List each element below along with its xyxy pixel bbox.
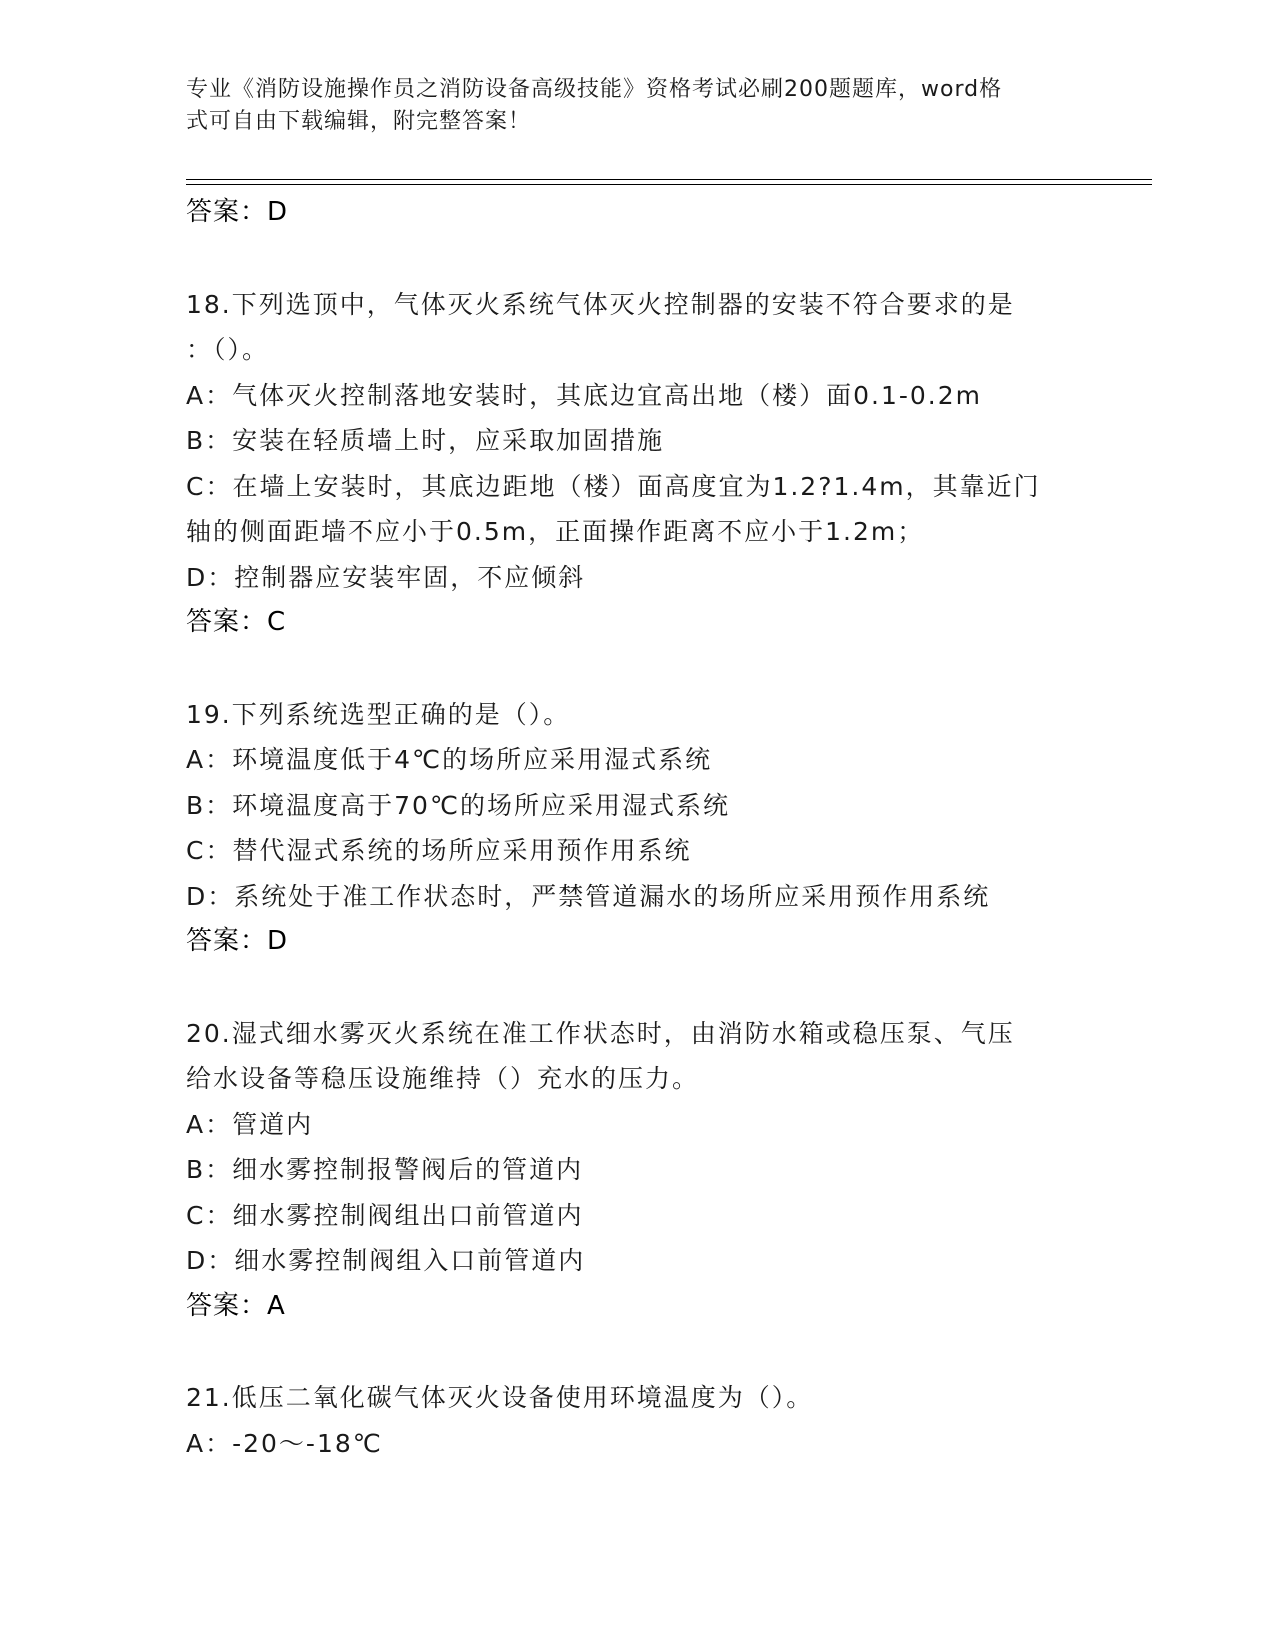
- answer-17: 答案：D: [186, 197, 289, 227]
- option-a: A：气体灭火控制落地安装时，其底边宜高出地（楼）面0.1-0.2m: [186, 380, 982, 410]
- option-d: D：控制器应安装牢固，不应倾斜: [186, 562, 586, 592]
- question-stem: 19.下列系统选型正确的是（）。: [186, 699, 571, 729]
- question-stem: 给水设备等稳压设施维持（）充水的压力。: [186, 1064, 700, 1093]
- option-a: A：-20～-18℃: [186, 1428, 383, 1458]
- question-stem: ：（）。: [186, 335, 270, 364]
- option-c: 轴的侧面距墙不应小于0.5m，正面操作距离不应小于1.2m；: [186, 517, 925, 546]
- option-d: D：系统处于准工作状态时，严禁管道漏水的场所应采用预作用系统: [186, 881, 991, 911]
- option-a: A：环境温度低于4℃的场所应采用湿式系统: [186, 745, 713, 774]
- answer: 答案：C: [186, 607, 287, 637]
- option-c: C：细水雾控制阀组出口前管道内: [186, 1200, 584, 1230]
- option-b: B：环境温度高于70℃的场所应采用湿式系统: [186, 790, 731, 820]
- question-list: [186, 190, 1086, 1466]
- question-19: [186, 692, 1086, 965]
- question-21: [186, 1375, 1086, 1466]
- answer: 答案：A: [186, 1290, 286, 1321]
- option-c: C：替代湿式系统的场所应采用预作用系统: [186, 836, 692, 865]
- answer: 答案：D: [186, 926, 289, 956]
- header-divider-bottom: [186, 184, 1152, 185]
- option-b: B：安装在轻质墙上时，应采取加固措施: [186, 426, 665, 455]
- option-b: B：细水雾控制报警阀后的管道内: [186, 1155, 584, 1184]
- option-c: C：在墙上安装时，其底边距地（楼）面高度宜为1.2?1.4m，其靠近门: [186, 471, 1041, 501]
- header-divider-top: [186, 179, 1152, 180]
- question-stem: 18.下列选顶中，气体灭火系统气体灭火控制器的安装不符合要求的是: [186, 289, 1015, 319]
- question-stem: 21.低压二氧化碳气体灭火设备使用环境温度为（）。: [186, 1383, 814, 1412]
- document-header: [186, 74, 1066, 138]
- option-d: D：细水雾控制阀组入口前管道内: [186, 1246, 586, 1275]
- option-a: A：管道内: [186, 1109, 314, 1139]
- header-line-1: 专业《消防设施操作员之消防设备高级技能》资格考试必刷200题题库，word格: [186, 77, 1003, 102]
- question-20: [186, 1011, 1086, 1330]
- header-line-2: 式可自由下载编辑，附完整答案！: [186, 109, 532, 134]
- question-stem: 20.湿式细水雾灭火系统在准工作状态时，由消防水箱或稳压泵、气压: [186, 1018, 1015, 1048]
- question-18: [186, 282, 1086, 646]
